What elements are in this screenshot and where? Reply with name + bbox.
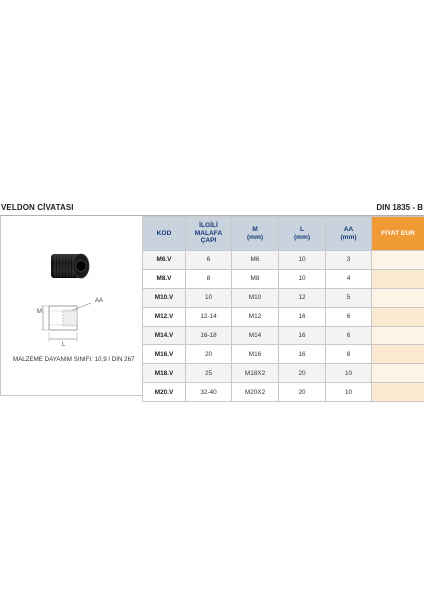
cell-l: 16 [279,345,326,364]
cell-malafa: 10 [186,288,232,307]
table-row [143,383,424,402]
cell-kod: M14.V [143,326,186,345]
table-row [143,345,424,364]
cell-kod: M18.V [143,364,186,383]
table-row [143,288,424,307]
cell-price [372,345,424,364]
cell-aa: 5 [326,288,372,307]
cell-price [372,288,424,307]
cell-l: 10 [279,251,326,270]
cell-l: 12 [279,288,326,307]
cell-l: 10 [279,269,326,288]
table-row [143,307,424,326]
dimension-label-m: M [37,309,42,315]
cell-aa: 3 [326,251,372,270]
cell-m: M20X2 [232,383,279,402]
cell-kod: M16.V [143,345,186,364]
cell-price [372,251,424,270]
column-header-aa: AA (mm) [326,217,372,251]
cell-malafa: 12-14 [186,307,232,326]
column-header-m: M (mm) [232,217,279,251]
dimension-label-aa: AA [95,298,104,304]
cell-price [372,326,424,345]
table-row [143,364,424,383]
cell-price [372,307,424,326]
cell-aa: 10 [326,383,372,402]
cell-m: M8 [232,269,279,288]
table-row [143,269,424,288]
cell-kod: M8.V [143,269,186,288]
cell-malafa: 6 [186,251,232,270]
table-row [143,326,424,345]
cell-malafa: 20 [186,345,232,364]
cell-malafa: 32-40 [186,383,232,402]
cell-l: 20 [279,383,326,402]
material-note: MALZEME DAYANIM SINIFI: 10,9 / DIN 267 [13,356,135,363]
column-header-kod: KOD [143,217,186,251]
cell-aa: 4 [326,269,372,288]
table-row [143,251,424,270]
product-title: VELDON CİVATASI [1,203,74,212]
cell-kod: M12.V [143,307,186,326]
cell-m: M14 [232,326,279,345]
cell-m: M10 [232,288,279,307]
column-header-l: L (mm) [279,217,326,251]
cell-kod: M10.V [143,288,186,307]
cell-l: 16 [279,307,326,326]
column-header-price: FİYAT EUR [372,217,424,251]
table-header-row [143,217,424,251]
cell-m: M12 [232,307,279,326]
cell-kod: M20.V [143,383,186,402]
cell-malafa: 25 [186,364,232,383]
cell-malafa: 8 [186,269,232,288]
column-header-malafa: İLGİLİ MALAFA ÇAPI [186,217,232,251]
cell-l: 20 [279,364,326,383]
cell-kod: M6.V [143,251,186,270]
cell-aa: 6 [326,307,372,326]
standard-code: DIN 1835 - B [376,203,423,212]
product-image-panel [0,216,142,396]
set-screw-photo [47,248,95,284]
cell-m: M18X2 [232,364,279,383]
cell-price [372,364,424,383]
cell-aa: 10 [326,364,372,383]
cell-aa: 6 [326,326,372,345]
spec-table [142,216,424,402]
dimension-diagram [29,294,119,354]
dimension-label-l: L [62,342,66,348]
cell-l: 16 [279,326,326,345]
cell-m: M6 [232,251,279,270]
cell-price [372,383,424,402]
cell-aa: 8 [326,345,372,364]
cell-price [372,269,424,288]
cell-m: M16 [232,345,279,364]
cell-malafa: 16-18 [186,326,232,345]
